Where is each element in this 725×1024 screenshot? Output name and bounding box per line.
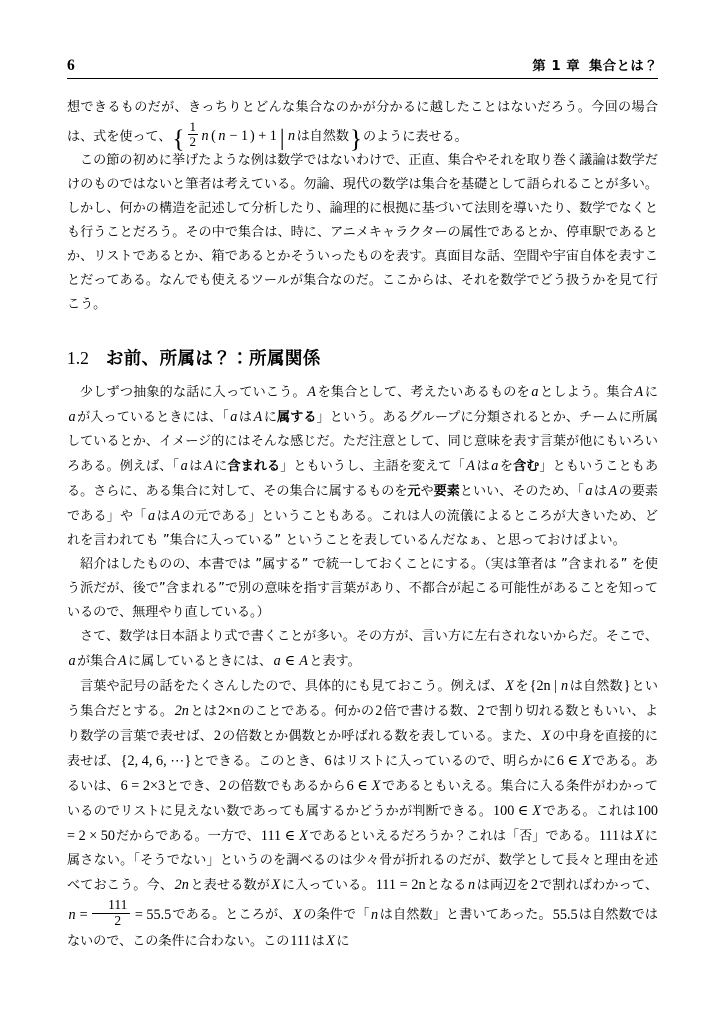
math-100-eq-2x50: 100 = 2 × 50 xyxy=(67,803,659,845)
p6-l: はリストに入っているので、明らかに xyxy=(332,754,556,770)
p3-a: 少しずつ抽象的な話に入っていこう。 xyxy=(80,385,306,401)
paragraph-terminology-note: 紹介はしたものの、本書では ”属する” で統一しておくことにする。（実は筆者は ”含まれる” を使う派だが、後で”含まれる”で別の意味を指す言葉があり、不都合が起こる可能性があることを知っているので、無理やり直している。） xyxy=(67,557,658,621)
math-n-4: n xyxy=(371,906,379,923)
such-that-bar: | xyxy=(279,125,285,151)
p3-f: は xyxy=(238,410,253,426)
math-55-5-b: 55.5 xyxy=(552,906,578,923)
set-builder-formula xyxy=(172,118,363,153)
p6-t: は xyxy=(620,829,634,845)
math-a-6: a xyxy=(585,483,593,500)
p6-z: で割ればわかって、 xyxy=(538,878,659,894)
p6-ab: の条件で「 xyxy=(303,907,370,923)
math-A-1: A xyxy=(307,384,316,401)
math-a-9: a xyxy=(273,653,281,670)
p6-af: に xyxy=(336,933,350,949)
running-head xyxy=(67,58,658,79)
p6-w: に入っている。 xyxy=(281,878,375,894)
p6-ac: は自然数」と書いてあった。 xyxy=(379,907,552,923)
p6-k: とできる。このとき、 xyxy=(192,754,324,770)
p3-p: といい、そのため、「 xyxy=(459,484,584,500)
p6-a: 言葉や記号の話をたくさんしたので、具体的にも見ておこう。例えば、 xyxy=(80,679,504,695)
fraction-numerator-111: 111 xyxy=(108,897,128,913)
minus-operator: − xyxy=(229,128,238,145)
paragraph-essay: この節の初めに挙げたような例は数学ではないわけで、正直、集合やそれを取り巻く議論は数学だけのものではないと筆者は考えている。勿論、現代の数学は集合を基礎として語られることが多い。しかし、何かの構造を記述して分析したり、論理的に根拠に基づいて法則を導いたり、数学でなくとも行うことだろう。その中で集合は、時に、アニメキャラクターの属性であるとか、停車駅であるとか、リストであるとか、箱であるとかそういったものを表す。真面目な話、空間や宇宙自体を表すことだってある。なんでも使えるツールが集合なのだ。ここからは、それを数学でどう扱うかを見て行こう。 xyxy=(67,153,658,313)
variable-n-2: n xyxy=(218,128,226,145)
math-a-1: a xyxy=(531,384,539,401)
math-A-3: A xyxy=(253,409,263,426)
p6-d: という集合だとする。 xyxy=(67,679,659,720)
term-zokusuru: 属する xyxy=(277,410,317,426)
math-2-e: 2 xyxy=(530,877,538,894)
p3-q: は xyxy=(593,484,608,500)
brace-open: { xyxy=(172,125,185,153)
math-A-6: A xyxy=(608,483,618,500)
p6-h: で割り切れる数ともいい、より数学の言葉で表せば、 xyxy=(67,704,659,745)
p6-ad: は自然数ではないので、この条件に合わない。この xyxy=(67,907,659,949)
body-text xyxy=(67,96,658,954)
p3-n: 」ともいうこともある。さらに、ある集合に対して、その集合に属するものを xyxy=(67,459,659,500)
math-a-5: a xyxy=(491,458,499,475)
running-head-chapter-title: 集合とは？ xyxy=(589,59,658,74)
p3-t: の元である」ということもある。これは人の流儀によるところが大きいため、どれを言われても ”集合に入っている” ということを表しているんだなぁ、と思っておけばよい。 xyxy=(67,509,659,549)
section-title: お前、所属は？：所属関係 xyxy=(105,349,321,370)
p3-e: が入っているときには、「 xyxy=(77,410,229,426)
p5-c: に属しているときには、 xyxy=(128,654,273,670)
math-2-d: 2 xyxy=(219,778,227,795)
math-A-9: A xyxy=(299,653,308,670)
p3-l: は xyxy=(476,459,490,475)
p3-s: は xyxy=(156,509,170,525)
set-open-2n: {2n xyxy=(529,678,551,695)
paragraph-notation xyxy=(67,625,658,674)
fraction-denominator: 2 xyxy=(189,133,196,149)
p6-p: であるともいえる。集合に入る条件がわかっているのでリストに見えない数であっても属するかどうかが判断できる。 xyxy=(67,779,659,820)
term-gen: 元 xyxy=(407,484,421,500)
page-content xyxy=(67,58,658,954)
math-a-3: a xyxy=(230,409,238,426)
math-even-list: {2, 4, 6, ⋯} xyxy=(120,753,192,770)
math-A-2: A xyxy=(634,384,644,401)
p3-b: を集合として、考えたいあるものを xyxy=(317,385,530,401)
p6-y: は両辺を xyxy=(476,878,530,894)
running-head-chapter: 第 1 章 xyxy=(532,59,581,74)
math-X-5: X xyxy=(532,803,541,820)
math-X-3: X xyxy=(582,753,591,770)
p3-c: としよう。集合 xyxy=(539,385,634,401)
math-X-6: X xyxy=(299,828,308,845)
p3-r: の要素である」や「 xyxy=(67,484,659,525)
math-6-a: 6 xyxy=(324,753,332,770)
paren-open: ( xyxy=(211,128,216,145)
math-a-7: a xyxy=(147,508,156,525)
p6-q: である。これは xyxy=(542,804,636,820)
math-X-9: X xyxy=(293,906,302,923)
p6-m: である。あるいは、 xyxy=(67,754,659,795)
condition-text: は自然数 xyxy=(296,129,349,145)
math-n-2: n xyxy=(468,877,476,894)
math-X-4: X xyxy=(371,778,381,795)
math-6-eq-2x3: 6 = 2×3 xyxy=(120,778,166,795)
math-111-eq-2n: 111 = 2n xyxy=(375,877,426,894)
p6-x: となる xyxy=(426,878,467,894)
element-of-symbol-2: ∈ xyxy=(567,753,579,770)
term-yoso: 要素 xyxy=(433,484,460,500)
math-2-b: 2 xyxy=(477,703,485,720)
p6-v: と表せる数が xyxy=(190,878,271,894)
math-a-8: a xyxy=(68,653,76,670)
p6-s: であるといえるだろうか？これは「否」である。 xyxy=(309,829,598,845)
math-n-3: n xyxy=(68,906,76,923)
p6-ae: は xyxy=(311,933,325,949)
p6-aa: である。ところが、 xyxy=(172,907,292,923)
plus-operator: + xyxy=(258,128,267,145)
fraction-denominator-2: 2 xyxy=(92,913,130,929)
element-of-symbol-1: ∈ xyxy=(284,653,296,670)
p6-f: のことである。何かの xyxy=(241,704,375,720)
numeral-one: 1 xyxy=(240,128,249,145)
p5-d: と表す。 xyxy=(309,654,361,670)
such-that-bar-2: | xyxy=(554,678,557,695)
p6-c: は自然数 xyxy=(569,679,623,695)
math-100-a: 100 xyxy=(493,803,515,820)
element-of-symbol-4: ∈ xyxy=(517,803,529,820)
p6-o: の倍数でもあるから xyxy=(227,779,346,795)
p1-line2-pre: 回の場合は、式を使って、 xyxy=(67,99,659,145)
math-6-b: 6 xyxy=(556,753,565,770)
math-2n-2: 2n xyxy=(174,877,189,894)
page-number: 6 xyxy=(67,57,75,74)
p6-g: 倍で書ける数、 xyxy=(383,704,477,720)
p3-k: 」ともいうし、主語を変えて「 xyxy=(280,459,465,475)
p3-d: に xyxy=(644,385,658,401)
p5-a: さて、数学は日本語より式で書くことが多い。その方が、言い方に左右されないからだ。そこで、 xyxy=(80,629,658,645)
math-A-5: A xyxy=(466,458,475,475)
p3-g: に xyxy=(263,410,278,426)
fraction-111-over-2 xyxy=(90,898,132,929)
math-X-2: X xyxy=(541,728,551,745)
paragraph-membership-intro xyxy=(67,380,658,553)
math-2-times-n: 2×n xyxy=(218,703,241,720)
paragraph-continuation xyxy=(67,96,659,153)
math-X-1: X xyxy=(505,678,514,695)
math-A-7: A xyxy=(171,508,181,525)
p6-u: に属さない。「そうでない」というのを調べるのは少々骨が折れるのだが、数学として長々と理由を述べておこう。今、 xyxy=(67,829,659,894)
math-a-4: a xyxy=(180,458,188,475)
p6-n: とでき、 xyxy=(166,779,219,795)
paren-close: ) xyxy=(250,128,255,145)
term-fukumu: 含む xyxy=(513,459,540,475)
p5-b: が集合 xyxy=(77,654,117,670)
p6-r: だからである。一方で、 xyxy=(116,829,260,845)
p6-i: の倍数とか偶数とか呼ばれる数を表している。また、 xyxy=(221,729,541,745)
variable-n: n xyxy=(201,128,209,145)
math-2n-1: 2n xyxy=(174,703,189,720)
p6-e: とは xyxy=(190,704,218,720)
brace-close: } xyxy=(349,125,362,153)
equals-sign-1: = xyxy=(79,906,88,923)
math-111-b: 111 xyxy=(598,828,620,845)
variable-n-3: n xyxy=(287,128,296,145)
p3-m: を xyxy=(499,459,514,475)
paragraph-concrete-example xyxy=(67,674,658,954)
math-A-8: A xyxy=(117,653,127,670)
math-n-1: n xyxy=(560,678,569,695)
math-X-10: X xyxy=(326,932,335,949)
set-close-2: } xyxy=(623,678,631,695)
p1-line1: 想できるものだが、きっちりとどんな集合なのかが分かるに越したことはないだろう。今 xyxy=(67,99,605,115)
p3-j: に xyxy=(214,459,228,475)
math-2-c: 2 xyxy=(213,728,221,745)
element-of-symbol-3: ∈ xyxy=(357,778,368,795)
math-111-a: 111 xyxy=(260,828,282,845)
math-a-2: a xyxy=(68,409,76,426)
p6-j: の中身を直接的に表せば、 xyxy=(67,729,659,770)
math-6-c: 6 xyxy=(346,778,354,795)
section-number: 1.2 xyxy=(67,348,89,369)
fraction-numerator: 1 xyxy=(189,118,196,134)
math-X-7: X xyxy=(634,828,644,845)
p1-line2-post: のように表せる。 xyxy=(362,129,468,145)
math-X-8: X xyxy=(271,877,281,894)
equals-sign-2: = xyxy=(134,906,143,923)
p6-b: を xyxy=(515,679,529,695)
element-of-symbol-5: ∈ xyxy=(284,828,296,845)
math-A-4: A xyxy=(203,458,213,475)
numeral-one-2: 1 xyxy=(269,128,277,145)
running-head-title xyxy=(532,60,658,73)
math-55-5-a: 55.5 xyxy=(146,906,172,923)
p3-i: は xyxy=(189,459,203,475)
fraction-one-half xyxy=(186,120,201,149)
math-2-a: 2 xyxy=(375,703,383,720)
math-111-c: 111 xyxy=(290,932,311,949)
p3-o: や xyxy=(420,484,434,500)
p3-h: 」という。あるグループに分類されるとか、チームに所属しているとか、イメージ的にはそんな感じだ。ただ注意として、同じ意味を表す言葉が他にもいろいろある。例えば、「 xyxy=(67,410,659,475)
term-fukumareru: 含まれる xyxy=(227,459,281,475)
section-heading xyxy=(67,345,658,370)
